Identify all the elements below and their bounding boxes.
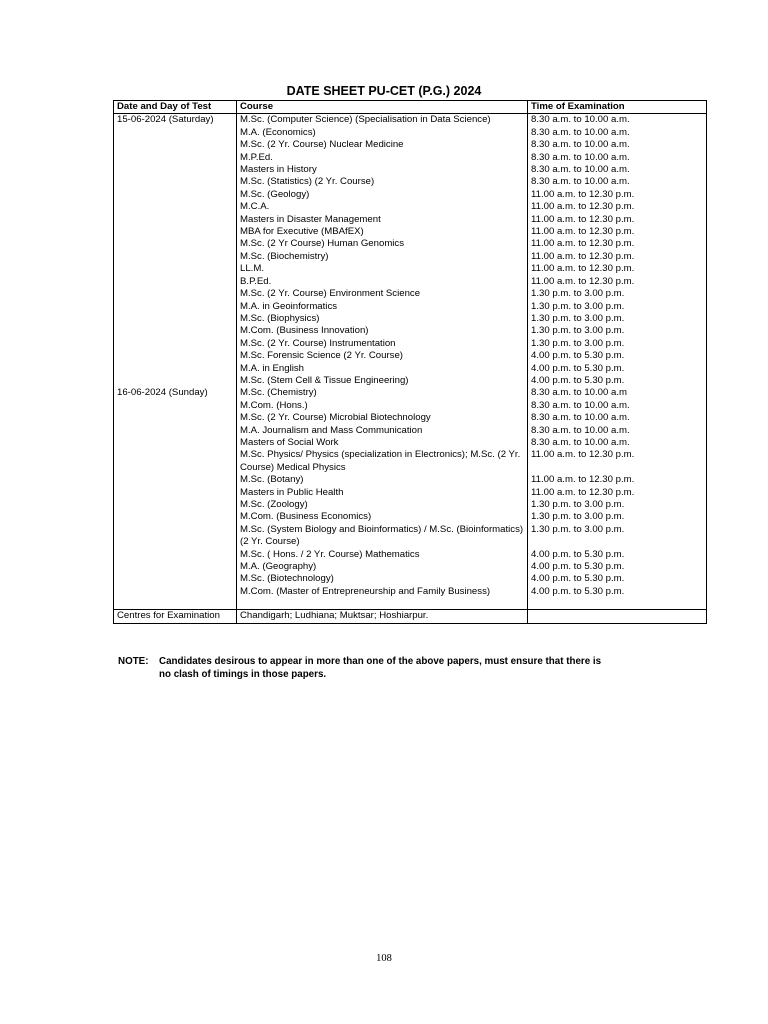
date-cell	[114, 214, 237, 226]
table-row	[114, 201, 707, 213]
date-cell	[114, 226, 237, 238]
course-cell: Masters in Disaster Management	[237, 214, 528, 226]
note	[118, 655, 678, 681]
date-cell	[114, 350, 237, 362]
table-row	[114, 449, 707, 474]
table-row	[114, 499, 707, 511]
date-cell	[114, 164, 237, 176]
table-row	[114, 387, 707, 399]
page-title: DATE SHEET PU-CET (P.G.) 2024	[286, 84, 482, 98]
time-cell: 1.30 p.m. to 3.00 p.m.	[528, 313, 707, 325]
time-cell: 4.00 p.m. to 5.30 p.m.	[528, 586, 707, 598]
table-row	[114, 586, 707, 598]
course-cell: M.Sc. (2 Yr. Course) Instrumentation	[237, 338, 528, 350]
course-cell: M.Sc. (Biophysics)	[237, 313, 528, 325]
time-cell: 11.00 a.m. to 12.30 p.m.	[528, 276, 707, 288]
course-cell: M.A. in English	[237, 363, 528, 375]
course-cell: M.Sc. (Stem Cell & Tissue Engineering)	[237, 375, 528, 387]
date-cell	[114, 487, 237, 499]
course-cell: M.P.Ed.	[237, 152, 528, 164]
note-line2: no clash of timings in those papers.	[159, 669, 327, 680]
time-cell: 8.30 a.m. to 10.00 a.m.	[528, 437, 707, 449]
date-cell	[114, 176, 237, 188]
table-body	[114, 114, 707, 624]
time-cell: 1.30 p.m. to 3.00 p.m.	[528, 511, 707, 523]
table-row	[114, 276, 707, 288]
date-cell	[114, 189, 237, 201]
date-cell	[114, 400, 237, 412]
course-cell: MBA for Executive (MBAfEX)	[237, 226, 528, 238]
course-cell: M.Sc. Forensic Science (2 Yr. Course)	[237, 350, 528, 362]
centres-row	[114, 610, 707, 624]
course-cell: M.Com. (Business Economics)	[237, 511, 528, 523]
date-cell	[114, 363, 237, 375]
table-row	[114, 549, 707, 561]
date-cell	[114, 412, 237, 424]
date-cell	[114, 511, 237, 523]
centres-value: Chandigarh; Ludhiana; Muktsar; Hoshiarpur.	[237, 610, 528, 624]
table-row	[114, 400, 707, 412]
course-cell: M.Sc. (2 Yr. Course) Nuclear Medicine	[237, 139, 528, 151]
table-row	[114, 325, 707, 337]
date-cell	[114, 325, 237, 337]
course-cell: M.C.A.	[237, 201, 528, 213]
course-cell: Masters in Public Health	[237, 487, 528, 499]
date-sheet-table	[113, 100, 707, 624]
course-cell: M.Sc. (Biochemistry)	[237, 251, 528, 263]
table-header-row	[114, 101, 707, 114]
table-row	[114, 313, 707, 325]
course-cell: M.Sc. (Chemistry)	[237, 387, 528, 399]
date-cell	[114, 201, 237, 213]
time-cell: 8.30 a.m. to 10.00 a.m.	[528, 412, 707, 424]
table-row	[114, 189, 707, 201]
course-cell: M.Com. (Master of Entrepreneurship and Family Business)	[237, 586, 528, 598]
table-row	[114, 524, 707, 549]
table-row	[114, 214, 707, 226]
course-cell: M.Sc. (Geology)	[237, 189, 528, 201]
table-row	[114, 127, 707, 139]
course-cell: M.A. Journalism and Mass Communication	[237, 425, 528, 437]
date-cell	[114, 573, 237, 585]
time-cell: 4.00 p.m. to 5.30 p.m.	[528, 561, 707, 573]
note-line1: Candidates desirous to appear in more than one of the above papers, must ensure that there is	[159, 656, 602, 667]
course-cell: M.Sc. (Computer Science) (Specialisation in Data Science)	[237, 114, 528, 127]
course-cell: M.Sc. (Zoology)	[237, 499, 528, 511]
course-cell: M.A. (Geography)	[237, 561, 528, 573]
time-cell: 4.00 p.m. to 5.30 p.m.	[528, 573, 707, 585]
date-cell	[114, 437, 237, 449]
time-cell: 8.30 a.m. to 10.00 a.m.	[528, 425, 707, 437]
course-cell: M.Sc. (Statistics) (2 Yr. Course)	[237, 176, 528, 188]
date-cell	[114, 152, 237, 164]
empty-cell	[114, 598, 237, 610]
course-cell: M.A. (Economics)	[237, 127, 528, 139]
table-row	[114, 238, 707, 250]
time-cell: 11.00 a.m. to 12.30 p.m.	[528, 487, 707, 499]
date-cell	[114, 586, 237, 598]
table-row	[114, 487, 707, 499]
date-cell	[114, 338, 237, 350]
time-cell: 11.00 a.m. to 12.30 p.m.	[528, 189, 707, 201]
time-cell: 4.00 p.m. to 5.30 p.m.	[528, 363, 707, 375]
header-time: Time of Examination	[528, 101, 707, 114]
date-cell	[114, 313, 237, 325]
course-cell: M.Com. (Business Innovation)	[237, 325, 528, 337]
course-cell: M.Sc. (2 Yr. Course) Environment Science	[237, 288, 528, 300]
table-row	[114, 114, 707, 127]
date-cell	[114, 276, 237, 288]
course-cell: B.P.Ed.	[237, 276, 528, 288]
page-number: 108	[376, 953, 392, 964]
table-row	[114, 263, 707, 275]
table-row	[114, 573, 707, 585]
table-row	[114, 152, 707, 164]
time-cell: 1.30 p.m. to 3.00 p.m.	[528, 499, 707, 511]
note-label: NOTE:	[118, 656, 149, 667]
time-cell: 4.00 p.m. to 5.30 p.m.	[528, 549, 707, 561]
date-cell: 16-06-2024 (Sunday)	[114, 387, 237, 399]
date-cell	[114, 288, 237, 300]
centres-label: Centres for Examination	[114, 610, 237, 624]
table-row	[114, 301, 707, 313]
table-row	[114, 474, 707, 486]
time-cell: 11.00 a.m. to 12.30 p.m.	[528, 251, 707, 263]
table-row	[114, 176, 707, 188]
time-cell: 8.30 a.m. to 10.00 a.m.	[528, 114, 707, 127]
table-row	[114, 425, 707, 437]
date-cell: 15-06-2024 (Saturday)	[114, 114, 237, 127]
time-cell: 11.00 a.m. to 12.30 p.m.	[528, 214, 707, 226]
date-cell	[114, 524, 237, 549]
course-cell: M.A. in Geoinformatics	[237, 301, 528, 313]
time-cell: 8.30 a.m. to 10.00 a.m.	[528, 400, 707, 412]
table-row	[114, 437, 707, 449]
empty-cell	[528, 610, 707, 624]
header-date: Date and Day of Test	[114, 101, 237, 114]
empty-cell	[528, 598, 707, 610]
time-cell: 4.00 p.m. to 5.30 p.m.	[528, 350, 707, 362]
course-cell: M.Com. (Hons.)	[237, 400, 528, 412]
date-cell	[114, 301, 237, 313]
date-cell	[114, 449, 237, 474]
time-cell: 8.30 a.m. to 10.00 a.m.	[528, 127, 707, 139]
time-cell: 8.30 a.m. to 10.00 a.m.	[528, 176, 707, 188]
course-cell: M.Sc. (Biotechnology)	[237, 573, 528, 585]
time-cell: 11.00 a.m. to 12.30 p.m.	[528, 263, 707, 275]
table-row	[114, 375, 707, 387]
table-row	[114, 561, 707, 573]
spacer-row	[114, 598, 707, 610]
course-cell: M.Sc. (System Biology and Bioinformatics) / M.Sc. (Bioinformatics) (2 Yr. Course)	[237, 524, 528, 549]
table-row	[114, 139, 707, 151]
table-row	[114, 350, 707, 362]
time-cell: 8.30 a.m. to 10.00 a.m.	[528, 164, 707, 176]
course-cell: M.Sc. (Botany)	[237, 474, 528, 486]
time-cell: 11.00 a.m. to 12.30 p.m.	[528, 238, 707, 250]
date-cell	[114, 549, 237, 561]
time-cell: 1.30 p.m. to 3.00 p.m.	[528, 288, 707, 300]
date-cell	[114, 375, 237, 387]
time-cell: 1.30 p.m. to 3.00 p.m.	[528, 338, 707, 350]
course-cell: Masters in History	[237, 164, 528, 176]
time-cell: 1.30 p.m. to 3.00 p.m.	[528, 325, 707, 337]
table-row	[114, 164, 707, 176]
course-cell: M.Sc. (2 Yr. Course) Microbial Biotechnology	[237, 412, 528, 424]
table-row	[114, 338, 707, 350]
date-cell	[114, 251, 237, 263]
time-cell: 11.00 a.m. to 12.30 p.m.	[528, 201, 707, 213]
date-cell	[114, 474, 237, 486]
course-cell: M.Sc. Physics/ Physics (specialization in Electronics); M.Sc. (2 Yr. Course) Medical Physics	[237, 449, 528, 474]
date-cell	[114, 263, 237, 275]
header-course: Course	[237, 101, 528, 114]
time-cell: 11.00 a.m. to 12.30 p.m.	[528, 449, 707, 474]
time-cell: 1.30 p.m. to 3.00 p.m.	[528, 301, 707, 313]
table-row	[114, 412, 707, 424]
time-cell: 8.30 a.m. to 10.00 a.m.	[528, 139, 707, 151]
table-row	[114, 363, 707, 375]
date-cell	[114, 499, 237, 511]
time-cell: 11.00 a.m. to 12.30 p.m.	[528, 226, 707, 238]
time-cell: 1.30 p.m. to 3.00 p.m.	[528, 524, 707, 549]
table-row	[114, 251, 707, 263]
course-cell: LL.M.	[237, 263, 528, 275]
table-row	[114, 288, 707, 300]
table-row	[114, 511, 707, 523]
course-cell: M.Sc. ( Hons. / 2 Yr. Course) Mathematics	[237, 549, 528, 561]
date-cell	[114, 139, 237, 151]
date-cell	[114, 127, 237, 139]
time-cell: 8.30 a.m. to 10.00 a.m	[528, 387, 707, 399]
empty-cell	[237, 598, 528, 610]
time-cell: 8.30 a.m. to 10.00 a.m.	[528, 152, 707, 164]
time-cell: 4.00 p.m. to 5.30 p.m.	[528, 375, 707, 387]
course-cell: M.Sc. (2 Yr Course) Human Genomics	[237, 238, 528, 250]
date-cell	[114, 561, 237, 573]
date-cell	[114, 425, 237, 437]
date-cell	[114, 238, 237, 250]
table-row	[114, 226, 707, 238]
course-cell: Masters of Social Work	[237, 437, 528, 449]
time-cell: 11.00 a.m. to 12.30 p.m.	[528, 474, 707, 486]
